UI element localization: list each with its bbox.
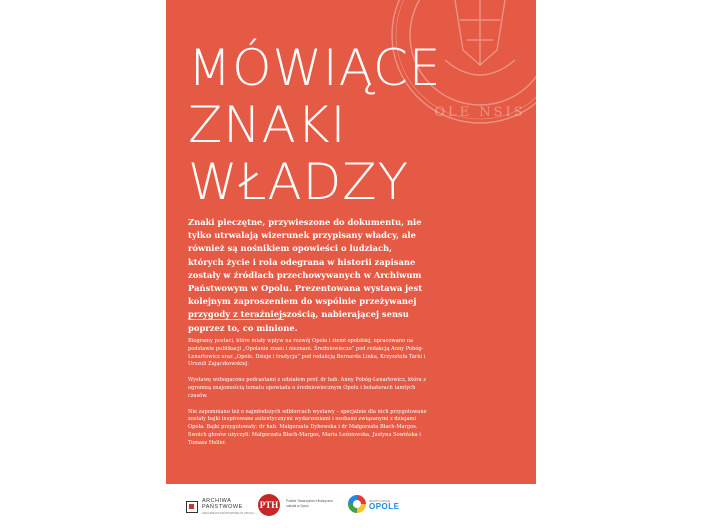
seal-legend: OLE NSIS: [434, 105, 526, 120]
opole-logo-small: MIASTO OPOLE: [369, 499, 391, 503]
archiwa-panstwowe-logo: [186, 498, 254, 516]
opole-logo-word: OPOLE: [369, 502, 400, 511]
section-divider: [188, 319, 284, 320]
body-text: [188, 338, 428, 456]
pth-logo: PTH: [258, 494, 280, 516]
title-line-2: ZNAKI: [188, 96, 347, 154]
page-title: [188, 40, 442, 211]
title-line-3: WŁADZY: [188, 153, 410, 211]
archiwa-line-1: ARCHIWA: [202, 498, 232, 504]
archiwa-line-2: PAŃSTWOWE: [202, 504, 243, 510]
pth-logo-text: Polskie Towarzystwo Historyczne oddział w Opolu: [286, 499, 333, 508]
lead-paragraph: Znaki pieczętne, przywieszone do dokumentu, nie tylko utrwalają wizerunek przypisany władcy, ale również są nośnikiem opowieści o ludziach, których życie i rola odegrana w historii zapisane zostały w źródłach przechowywanych w Archiwum Państwowym w Opolu. Prezentowana wystawa jest kolejnym zaproszeniem do wspólnie przeżywanej przygody z teraźniejszością, nabierającej sensu poprzez to, co minione.: [188, 217, 423, 333]
paragraph-podcasts: Wystawę wzbogacono podcastami z udziałem prof. dr hab. Anny Pobóg-Lenartowicz, która z ogromną znajomością tematu opowiada o średniowiecznym Opolu i bohaterach tamtych czasów.: [188, 377, 426, 399]
title-line-1: MÓWIĄCE: [188, 39, 442, 97]
archiwa-line-3: ARCHIWUM PAŃSTWOWE W OPOLU: [202, 511, 255, 515]
opole-heart-icon: [348, 495, 366, 513]
sponsor-logos: [166, 486, 536, 528]
paragraph-biograms: Biogramy postaci, które miały wpływ na rozwój Opola i ziemi opolskiej, opracowano na podstawie publikacji „Opolanie znani i nieznani. Średniowiecze” pod redakcją Anny Pobóg-Lenartowicz oraz „Opole. Dzieje i tradycja” pod redakcją Bernarda Linka, Krzysztofa Tarki i Urszuli Zajączkowskiej.: [188, 338, 426, 368]
paragraph-fairy-tales: Nie zapomniano też o najmłodszych odbiorcach wystawy – specjalnie dla nich przygotowane zostały bajki inspirowane autentycznymi wydarzeniami i osobami związanymi z dziejami Opola. Bajki przygotowały: dr hab. Małgorzata Dybowska i dr Małgorzata Błach-Margos. Swoich głosów użyczyli: Małgorzata Błach-Margos, Maria Leśniowska, Justyna Sowińska i Tomasz Heller.: [188, 408, 427, 446]
opole-logo: [348, 495, 400, 513]
archiwa-mark-icon: [186, 501, 198, 513]
